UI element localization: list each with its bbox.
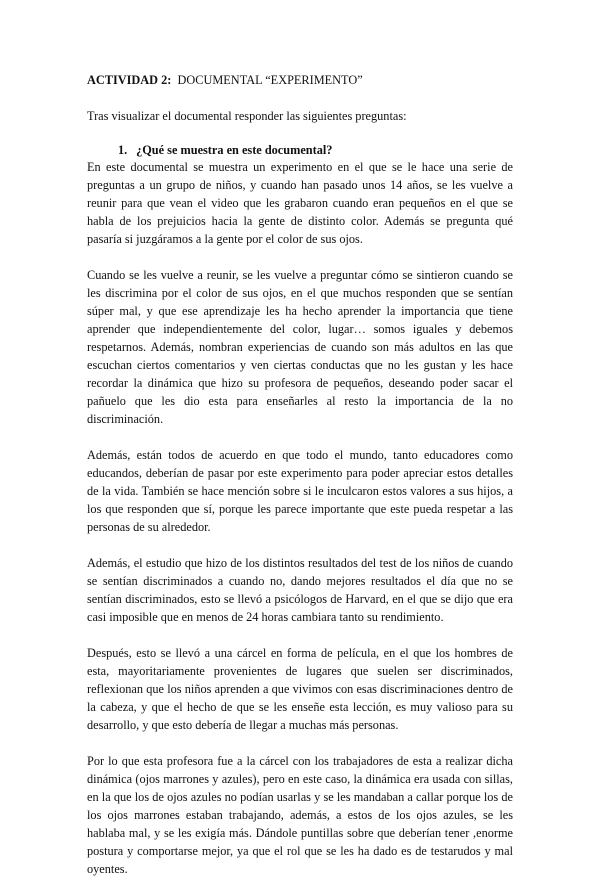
paragraph-1: En este documental se muestra un experimento en el que se le hace una serie de preguntas a un grupo de niños, y cuando han pasado unos 14 años, se les vuelve a reunir para que vean el video que les grabaron cuando eran pequeños en el que se habla de los prejuicios hacia la gente de distinto color. Además se pregunta qué pasaría si juzgáramos a la gente por el color de sus ojos. — [87, 160, 513, 246]
title-label: ACTIVIDAD 2: — [87, 73, 172, 87]
paragraph-2: Cuando se les vuelve a reunir, se les vuelve a preguntar cómo se sintieron cuando se les discrimina por el color de sus ojos, en el que muchos responden que se sentían súper mal, y que ese aprendizaje les ha hecho aprender la importancia que tiene aprender que independientemente del color, lugar… somos iguales y debemos respetarnos. Además, nombran experiencias de cuando son más adultos en las que escuchan ciertos comentarios y ven ciertas conductas que no les gustan y les hace recordar la dinámica que hizo su profesora de pequeños, deseando poder sacar el pañuelo que les dio esta para enseñarles al resto la importancia de la no discriminación. — [87, 268, 513, 426]
question-text: ¿Qué se muestra en este documental? — [136, 143, 333, 157]
question-heading — [87, 142, 513, 158]
document-title — [87, 72, 513, 88]
intro-text: Tras visualizar el documental responder las siguientes preguntas: — [87, 109, 407, 123]
paragraph-4: Además, el estudio que hizo de los distintos resultados del test de los niños de cuando se sentían discriminados a cuando no, dando mejores resultados el día que no se sentían discriminados, esto se llevó a psicólogos de Harvard, en el que se dijo que era casi imposible que en menos de 24 horas cambiara tanto su rendimiento. — [87, 556, 513, 624]
title-text: DOCUMENTAL “EXPERIMENTO” — [171, 73, 363, 87]
paragraph-3: Además, están todos de acuerdo en que todo el mundo, tanto educadores como educandos, deberían de pasar por este experimento para poder apreciar estos detalles de la vida. También se hace mención sobre si le inculcaron estos valores a sus hijos, a los que responden que sí, porque les parece importante que este pueda respetar a las personas de su alrededor. — [87, 448, 513, 534]
paragraph-5: Después, esto se llevó a una cárcel en forma de película, en el que los hombres de esta, mayoritariamente provenientes de lugares que suelen ser discriminados, reflexionan que los niños aprenden a que vivimos con esas discriminaciones dentro de la cabeza, y que el hecho de que se les enseñe esta lección, es muy valioso para su desarrollo, y que esto debería de llegar a muchas más personas. — [87, 646, 513, 732]
paragraph-6: Por lo que esta profesora fue a la cárcel con los trabajadores de esta a realizar dicha dinámica (ojos marrones y azules), pero en este caso, la dinámica era usada con sillas, en la que los de ojos azules no podían usarlas y se les mandaban a callar porque los de los ojos marrones estaban trabajando, además, a estos de los ojos azules, se les hablaba mal, y se les exigía más. Dándole puntillas sobre que deberían tener ,enorme postura y comportarse mejor, ya que el rol que se les ha dado es de testarudos y mal oyentes. — [87, 754, 513, 876]
question-number: 1. — [118, 143, 128, 157]
